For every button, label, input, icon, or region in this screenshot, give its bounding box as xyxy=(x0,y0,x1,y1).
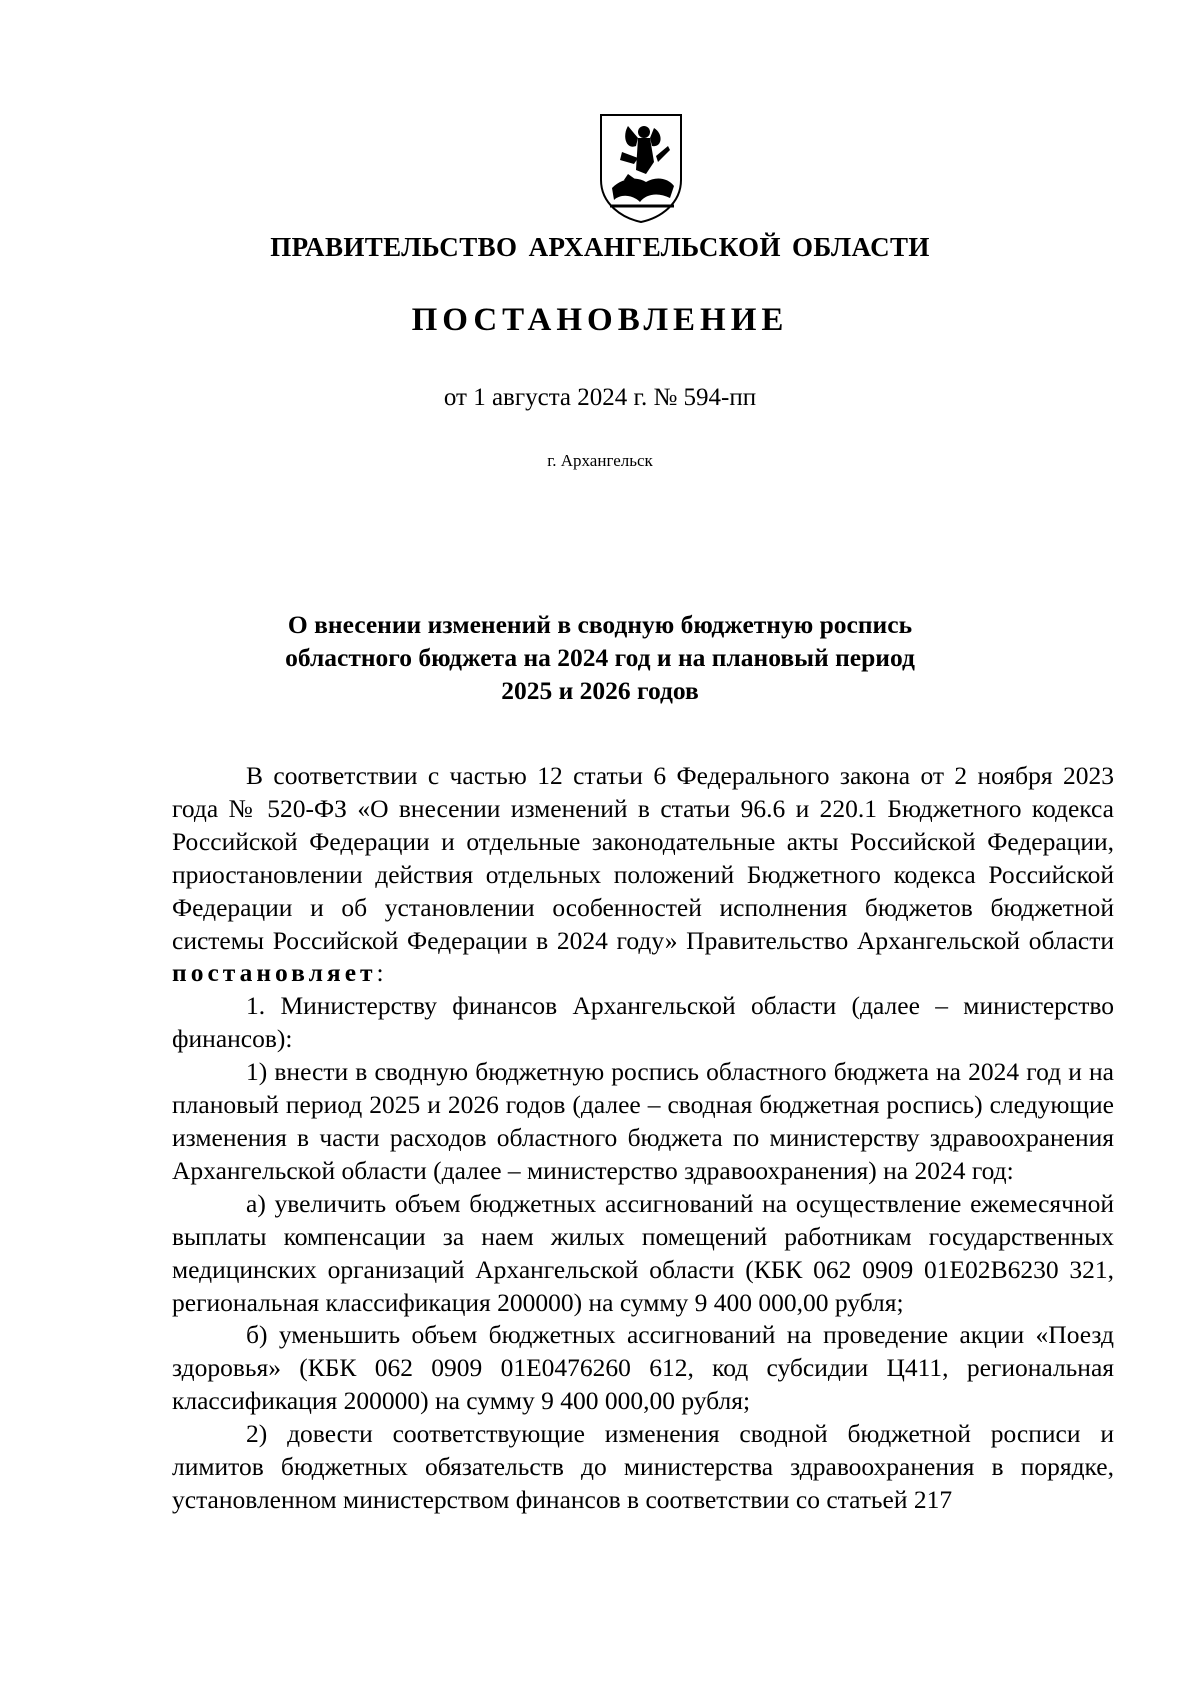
preamble-paragraph xyxy=(172,760,1114,990)
preamble-colon: : xyxy=(376,958,384,988)
subject-line: О внесении изменений в сводную бюджетную роспись xyxy=(287,610,913,639)
item-1-2-paragraph: 2) довести соответствующие изменения сводной бюджетной росписи и лимитов бюджетных обязательств до министерства здравоохранения в порядке, установленном министерством финансов в соответствии со статьей 217 xyxy=(172,1419,1114,1514)
item-1-paragraph: 1. Министерству финансов Архангельской области (далее – министерство финансов): xyxy=(172,991,1114,1054)
document-body xyxy=(172,760,1114,1517)
subject-line: 2025 и 2026 годов xyxy=(501,676,699,705)
resolves-word: постановляет xyxy=(172,958,377,988)
item-a-paragraph: а) увеличить объем бюджетных ассигнований на осуществление ежемесячной выплаты компенсации за наем жилых помещений работникам государственных медицинских организаций Архангельской области (КБК 062 0909 01Е02В6230 321, региональная классификация 200000) на сумму 9 400 000,00 рубля; xyxy=(172,1188,1114,1317)
item-b-paragraph: б) уменьшить объем бюджетных ассигнований на проведение акции «Поезд здоровья» (КБК 062 0909 01Е0476260 612, код субсидии Ц411, региональная классификация 200000) на сумму 9 400 000,00 рубля; xyxy=(172,1320,1114,1416)
item-1-1-paragraph: 1) внести в сводную бюджетную роспись областного бюджета на 2024 год и на плановый период 2025 и 2026 годов (далее – сводная бюджетная роспись) следующие изменения в части расходов областного бюджета по министерству здравоохранения Архангельской области (далее – министерство здравоохранения) на 2024 год: xyxy=(172,1057,1114,1185)
preamble-text: В соответствии с частью 12 статьи 6 Федерального закона от 2 ноября 2023 года № 520-ФЗ «О внесении изменений в статьи 96.6 и 220.1 Бюджетного кодекса Российской Федерации и отдельные законодательные акты Российской Федерации, приостановлении действия отдельных положений Бюджетного кодекса Российской Федерации и об установлении особенностей исполнения бюджетов бюджетной системы Российской Федерации в 2024 году» Правительство Архангельской области xyxy=(172,761,1114,955)
subject-line: областного бюджета на 2024 год и на плановый период xyxy=(285,643,915,672)
document-subject xyxy=(250,608,950,707)
document-type: ПОСТАНОВЛЕНИЕ xyxy=(411,302,789,338)
date-number: от 1 августа 2024 г. № 594-пп xyxy=(443,384,757,411)
coat-of-arms-icon xyxy=(598,112,684,224)
city: г. Архангельск xyxy=(547,451,653,470)
government-title: ПРАВИТЕЛЬСТВО АРХАНГЕЛЬСКОЙ ОБЛАСТИ xyxy=(270,232,930,262)
